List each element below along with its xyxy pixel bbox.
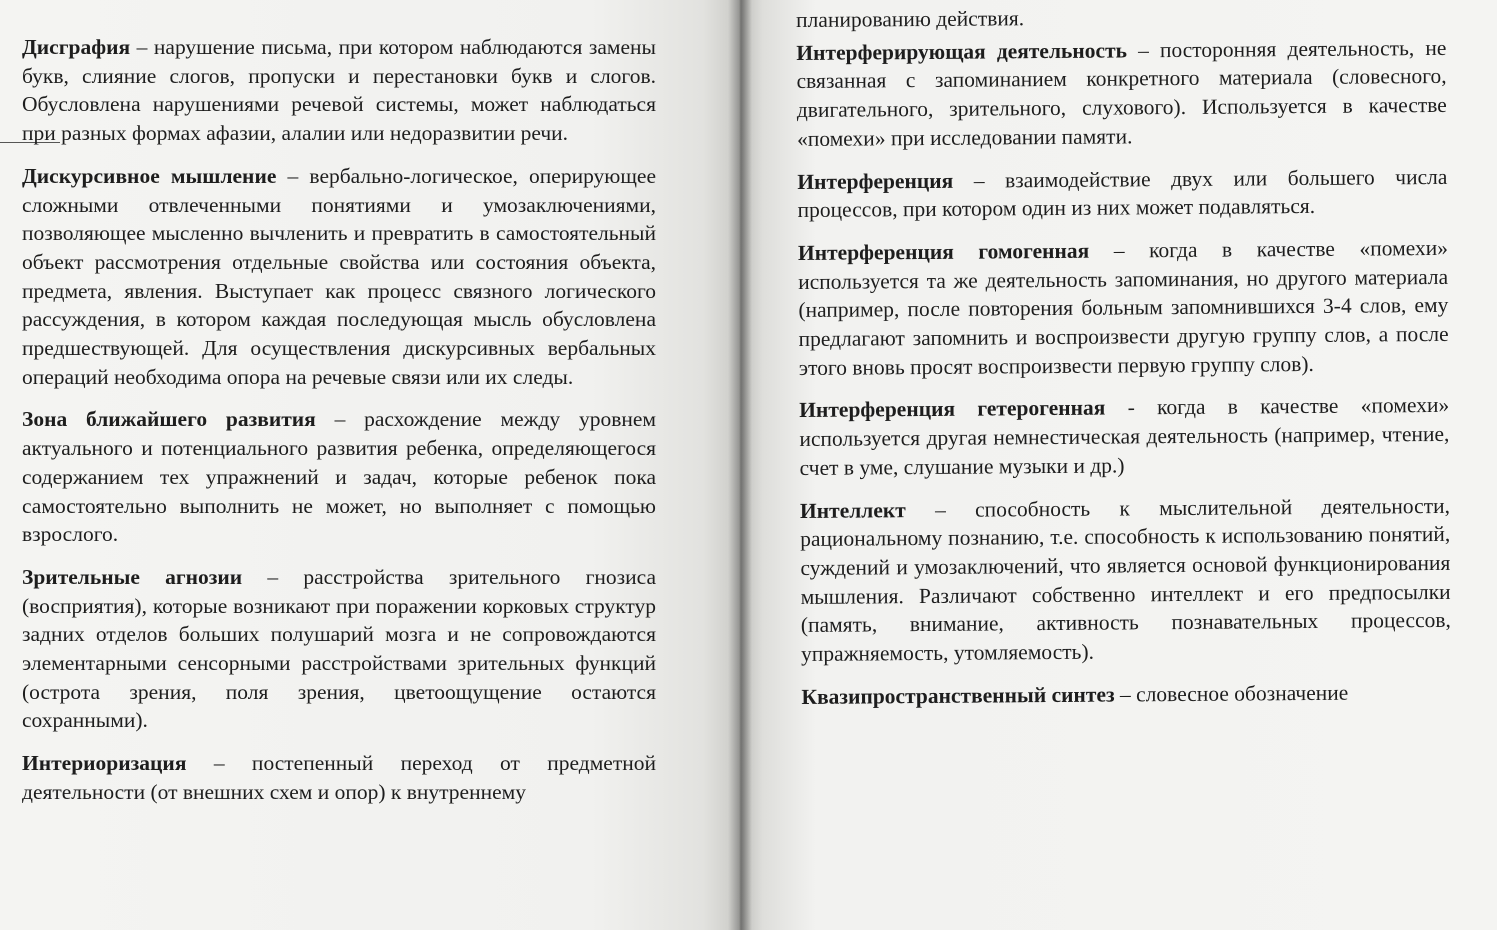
- entry-interiorization: [22, 749, 656, 806]
- entry-term: Интерференция гомогенная: [797, 238, 1090, 265]
- entry-interference: [797, 162, 1447, 225]
- entry-definition: – расстройства зрительного гнозиса (восприятия), которые возникают при поражении корковых структур задних отделов больших полушарий мозга и не сопровождаются элементарными сенсорными расстройствами зрительных функций (острота зрения, поля зрения, цветоощущение остаются сохранными).: [22, 564, 657, 733]
- entry-definition: - когда в качестве «помехи» используется другая немнестическая деятельность (например, чтение, счет в уме, слушание музыки и др.): [799, 393, 1450, 480]
- right-page: [740, 0, 1497, 930]
- left-page-text: [22, 33, 656, 821]
- book-gutter: [728, 0, 752, 930]
- entry-term: Интерференция: [797, 168, 954, 194]
- entry-term: Зрительные агнозии: [22, 564, 243, 589]
- entry-term: Зона ближайшего развития: [22, 407, 316, 432]
- entry-definition: – словесное обозначение: [1114, 680, 1349, 707]
- entry-heterogeneous-interference: [799, 391, 1450, 482]
- entry-term: Интерферирующая деятельность: [796, 38, 1128, 65]
- entry-interfering-activity: [796, 34, 1447, 154]
- entry-intellect: [800, 491, 1451, 668]
- entry-term: Дискурсивное мышление: [22, 163, 277, 188]
- entry-definition: – когда в качестве «помехи» используется та же деятельность запоминания, но другого материала (например, после повторения больным запомнившихся 3-4 слов, ему предлагают запомнить и воспроизвести другую группу слов, а после этого вновь просят воспроизвести первую группу слов).: [798, 235, 1449, 380]
- entry-definition: – вербально-логическое, оперирующее сложными отвлеченными понятиями и умозаключениями, позволяющее мысленно вычленить и превратить в самостоятельный объект рассмотрения отдельные свойства или состояния объекта, предмета, явления. Выступает как процесс связного логического рассуждения, в котором каждая последующая мысль обусловлена предшествующей. Для осуществления дискурсивных вербальных операций необходима опора на речевые связи или их следы.: [22, 163, 656, 389]
- entry-definition: – расхождение между уровнем актуального и потенциального развития ребенка, определяющегося содержанием тех упражнений и задач, которые ребенок пока самостоятельно выполнить не может, но выполняет с помощью взрослого.: [22, 407, 656, 547]
- entry-term: Дисграфия: [22, 35, 131, 59]
- entry-term: Интерференция гетерогенная: [799, 396, 1106, 423]
- entry-dysgraphia: [22, 33, 656, 148]
- entry-definition: – нарушение письма, при котором наблюдаются замены букв, слияние слогов, пропуски и перестановки букв и слогов. Обусловлена нарушениями речевой системы, может наблюдаться при разных формах афазии, алалии или недоразвитии речи.: [22, 35, 656, 146]
- entry-definition: – взаимодействие двух или большего числа процессов, при котором один из них может подавляться.: [797, 164, 1448, 223]
- entry-definition: – посторонняя деятельность, не связанная с запоминанием конкретного материала (словесного, двигательного, зрительного, слухового). Используется в качестве «помехи» при исследовании памяти.: [796, 35, 1447, 151]
- entry-definition: – способность к мыслительной деятельности, рациональному познанию, т.е. способность к использованию понятий, суждений и умозаключений, что является основой функционирования мышления. Различают собственно интеллект и его предпосылки (память, внимание, активность познавательных процессов, упражняемость, утомляемость).: [800, 493, 1451, 667]
- entry-visual-agnosia: [22, 563, 656, 735]
- entry-homogeneous-interference: [798, 234, 1449, 383]
- entry-quasi-spatial-synthesis: [801, 678, 1451, 712]
- entry-discursive-thinking: [22, 162, 656, 392]
- entry-zone-of-proximal-development: [22, 405, 656, 549]
- entry-term: Квазипространственный синтез: [801, 682, 1115, 709]
- entry-term: Интеллект: [799, 497, 906, 523]
- entry-definition: – постепенный переход от предметной деятельности (от внешних схем и опор) к внутреннему: [22, 751, 656, 804]
- left-page: [0, 0, 740, 930]
- entry-term: Интериоризация: [22, 751, 187, 776]
- entry-continuation: планированию действия.: [796, 6, 1025, 32]
- right-page-text: [796, 1, 1452, 726]
